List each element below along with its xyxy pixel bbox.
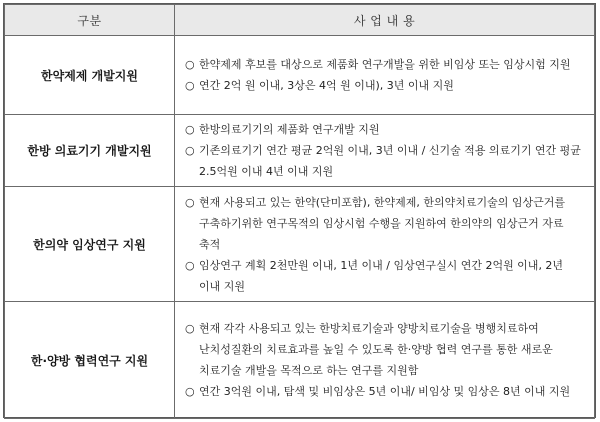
- list-item: [185, 140, 586, 182]
- circle-bullet-icon: ○: [185, 322, 195, 335]
- list-item-text: 현재 사용되고 있는 한약(단미포함), 한약제제, 한의약치료기술의 임상근거를 구축하기위한 연구목적의 임상시험 수행을 지원하여 한의약의 임상근거 자료 축적: [199, 195, 565, 251]
- row-content: [175, 115, 595, 187]
- list-item: [185, 192, 586, 255]
- circle-bullet-icon: ○: [185, 195, 195, 209]
- row-category: 한의약 임상연구 지원: [5, 187, 175, 302]
- list-item: [185, 255, 586, 297]
- circle-bullet-icon: ○: [185, 385, 195, 398]
- table-row: [5, 187, 595, 302]
- list-item: [185, 381, 586, 402]
- list-item-text: 한방의료기기의 제품화 연구개발 지원: [199, 123, 380, 136]
- row-content: [175, 302, 595, 419]
- circle-bullet-icon: ○: [185, 258, 195, 272]
- row-category: 한방 의료기기 개발지원: [5, 115, 175, 187]
- circle-bullet-icon: ○: [185, 144, 195, 157]
- list-item-text: 연간 2억 원 이내, 3상은 4억 원 이내), 3년 이내 지원: [199, 79, 454, 92]
- row-category: 한약제제 개발지원: [5, 36, 175, 115]
- program-table-container: [3, 3, 596, 418]
- list-item-text: 현재 각각 사용되고 있는 한방치료기술과 양방치료기술을 병행치료하여 난치성질환의 치료효과를 높일 수 있도록 한·양방 협력 연구를 통한 새로운 치료기술 개발을 목적으로 하는 연구를 지원함: [199, 322, 553, 377]
- row-content: [175, 187, 595, 302]
- table-row: [5, 115, 595, 187]
- list-item-text: 연간 3억원 이내, 탐색 및 비임상은 5년 이내/ 비임상 및 임상은 8년 이내 지원: [199, 385, 571, 398]
- list-item: [185, 119, 586, 140]
- header-content: 사 업 내 용: [175, 5, 595, 36]
- circle-bullet-icon: ○: [185, 123, 195, 136]
- row-content: [175, 36, 595, 115]
- list-item-text: 기존의료기기 연간 평균 2억원 이내, 3년 이내 / 신기술 적용 의료기기 연간 평균 2.5억원 이내 4년 이내 지원: [199, 144, 581, 178]
- list-item: [185, 75, 586, 96]
- list-item-text: 한약제제 후보를 대상으로 제품화 연구개발을 위한 비임상 또는 임상시험 지원: [199, 58, 571, 71]
- table-row: [5, 36, 595, 115]
- header-category: 구분: [5, 5, 175, 36]
- list-item: [185, 318, 586, 381]
- table-row: [5, 302, 595, 419]
- list-item-text: 임상연구 계획 2천만원 이내, 1년 이내 / 임상연구실시 연간 2억원 이내, 2년 이내 지원: [199, 258, 564, 293]
- row-category: 한·양방 협력연구 지원: [5, 302, 175, 419]
- circle-bullet-icon: ○: [185, 58, 195, 71]
- circle-bullet-icon: ○: [185, 79, 195, 92]
- support-program-table: [4, 4, 595, 419]
- table-header-row: [5, 5, 595, 36]
- list-item: [185, 54, 586, 75]
